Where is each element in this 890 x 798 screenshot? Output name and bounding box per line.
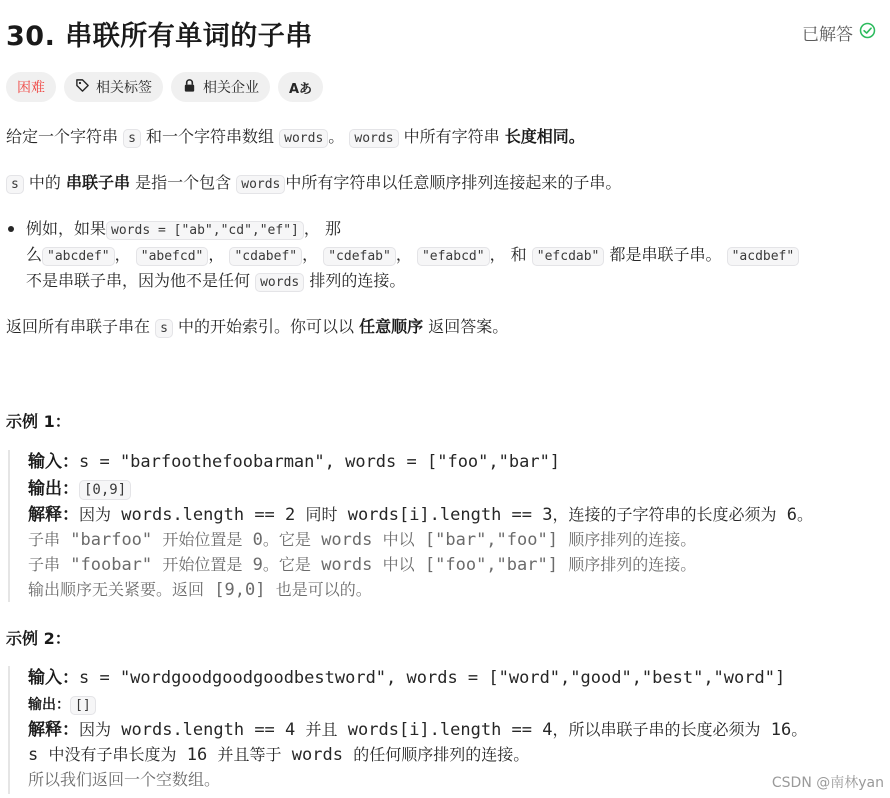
related-companies-label: 相关企业 [203,80,259,96]
text: 因为 [79,505,112,524]
example-1-title: 示例 1： [6,412,71,431]
example-2-output [28,693,96,718]
solved-status [802,20,876,45]
difficulty-tag[interactable]: 困难 [6,72,56,102]
code-concat: "cdefab" [323,247,396,266]
code-words: words [279,129,328,148]
text: ， [395,245,412,264]
text: 。 [791,720,808,739]
explain-label: 解释： [28,505,79,525]
related-tags-button[interactable] [64,72,163,102]
desc-paragraph-3 [6,315,508,341]
text: 同时 [305,505,338,524]
example-2-explain-3 [28,767,220,793]
mono: "foobar" [70,555,153,575]
text: 的任何顺序排列的连接。 [353,745,530,764]
mono: words.length == 4 [121,720,296,740]
csdn-watermark: CSDN @南林yan [771,775,884,791]
explain-label: 解释： [28,720,79,740]
tag-bar [6,72,323,102]
example-1-explain-3 [28,552,696,578]
text: 中所有字符串 [403,127,500,146]
text: 所以我们返回一个空数组。 [28,770,221,789]
example-2-explain-1 [28,717,807,743]
tag-icon [75,78,90,97]
text: 和一个字符串数组 [146,127,275,146]
mono: 16 [186,745,208,765]
example-1-explain-2 [28,527,696,553]
text: 中没有子串长度为 [48,745,177,764]
code-concat: "acdbef" [727,247,800,266]
text: 顺序排列的连接。 [568,530,697,549]
code-concat: "efcdab" [532,247,605,266]
example-2-title: 示例 2： [6,629,71,648]
example-2-input [28,666,785,691]
text: 也是可以的。 [275,580,372,599]
example-2-explain-2 [28,742,529,768]
mono: words.length == 2 [121,505,296,525]
text: 中所有字符串以任意顺序排列连接起来的子串。 [285,173,622,192]
text: 。 [797,505,814,524]
text: 排列的连接。 [309,271,406,290]
text: 给定一个字符串 [6,127,119,146]
code-words: words [236,175,285,194]
text: ，连接的子字符串的长度必须为 [552,505,777,524]
mono: words[i].length == 4 [347,720,553,740]
output-label: 输出： [28,479,79,499]
example-1-block [8,450,880,602]
bullet-dot [8,226,14,232]
mono: 6 [786,505,797,525]
text: 因为 [79,720,112,739]
text: 子串 [28,530,61,549]
example-2-block [8,666,880,794]
mono: ["foo","bar"] [424,555,558,575]
related-companies-button[interactable] [171,72,270,102]
text: 中的 [28,173,61,192]
code-concat: "cdabef" [229,247,302,266]
check-circle-icon [859,22,876,44]
bold-text: 串联子串 [66,173,131,192]
code-words: words [349,129,398,148]
bullet-line-3 [26,269,405,295]
text: 。它是 [262,530,311,549]
input-value: s = "barfoothefoobarman", words = ["foo","bar"] [79,452,561,472]
desc-paragraph-1 [6,125,585,151]
text: ，所以串联子串的长度必须为 [552,720,761,739]
text: 输出顺序无关紧要。返回 [28,580,205,599]
translate-icon: Aあ [289,81,313,97]
text: ， [208,245,225,264]
text: 返回所有串联子串在 [6,317,151,336]
code-s: s [123,129,141,148]
problem-title: 30. 串联所有单词的子串 [6,21,313,52]
output-value: [0,9] [79,480,131,500]
mono: words [321,530,373,550]
code-concat: "abcdef" [42,247,115,266]
code-s: s [155,319,173,338]
bold-text: 长度相同 [504,127,569,146]
text: 顺序排列的连接。 [568,555,697,574]
code-example-words: words = ["ab","cd","ef"] [106,221,304,240]
mono: 9 [252,555,263,575]
bold-text: 任意顺序 [359,317,424,336]
output-label: 输出： [28,697,70,713]
mono: "barfoo" [70,530,153,550]
mono: words [291,745,343,765]
mono: words[i].length == 3 [347,505,553,525]
code-concat: "abefcd" [136,247,209,266]
text: 并且 [305,720,338,739]
text: 并且等于 [217,745,282,764]
input-value: s = "wordgoodgoodgoodbestword", words = ["word","good","best","word"] [79,668,786,688]
solved-label: 已解答 [802,25,853,45]
mono: [9,0] [214,580,266,600]
example-1-explain-4 [28,577,372,603]
text: 中以 [382,555,415,574]
text: 子串 [28,555,61,574]
mono: s [28,745,39,765]
text: 么 [26,245,43,264]
mono: words [321,555,373,575]
example-1-input [28,450,560,475]
text: 都是串联子串。 [609,245,722,264]
text: ， [114,245,131,264]
related-tags-label: 相关标签 [96,80,152,96]
text: ， [302,245,319,264]
example-1-output [28,477,131,503]
text: 例如，如果 [26,219,107,238]
text: ， 和 [489,245,527,264]
code-s: s [6,175,24,194]
text: 返回答案。 [428,317,509,336]
text: ， 那 [303,219,341,238]
mono: 16 [770,720,792,740]
text: 。 [328,127,345,146]
input-label: 输入： [28,452,79,472]
bold-text: 。 [568,127,585,146]
output-value: [] [70,696,96,715]
text: 。它是 [262,555,311,574]
translate-button[interactable] [278,72,323,102]
text: 不是串联子串，因为他不是任何 [26,271,251,290]
desc-paragraph-2 [6,171,621,197]
text: 中的开始索引。你可以以 [178,317,355,336]
text: 是指一个包含 [135,173,232,192]
lock-icon [182,78,197,97]
example-1-explain-1 [28,502,813,528]
mono: ["bar","foo"] [424,530,558,550]
mono: 0 [252,530,263,550]
bullet-line-1 [26,217,341,243]
bullet-line-2 [26,243,799,269]
input-label: 输入： [28,668,79,688]
text: 开始位置是 [162,555,243,574]
code-words: words [255,273,304,292]
text: 开始位置是 [162,530,243,549]
code-concat: "efabcd" [417,247,490,266]
text: 中以 [382,530,415,549]
